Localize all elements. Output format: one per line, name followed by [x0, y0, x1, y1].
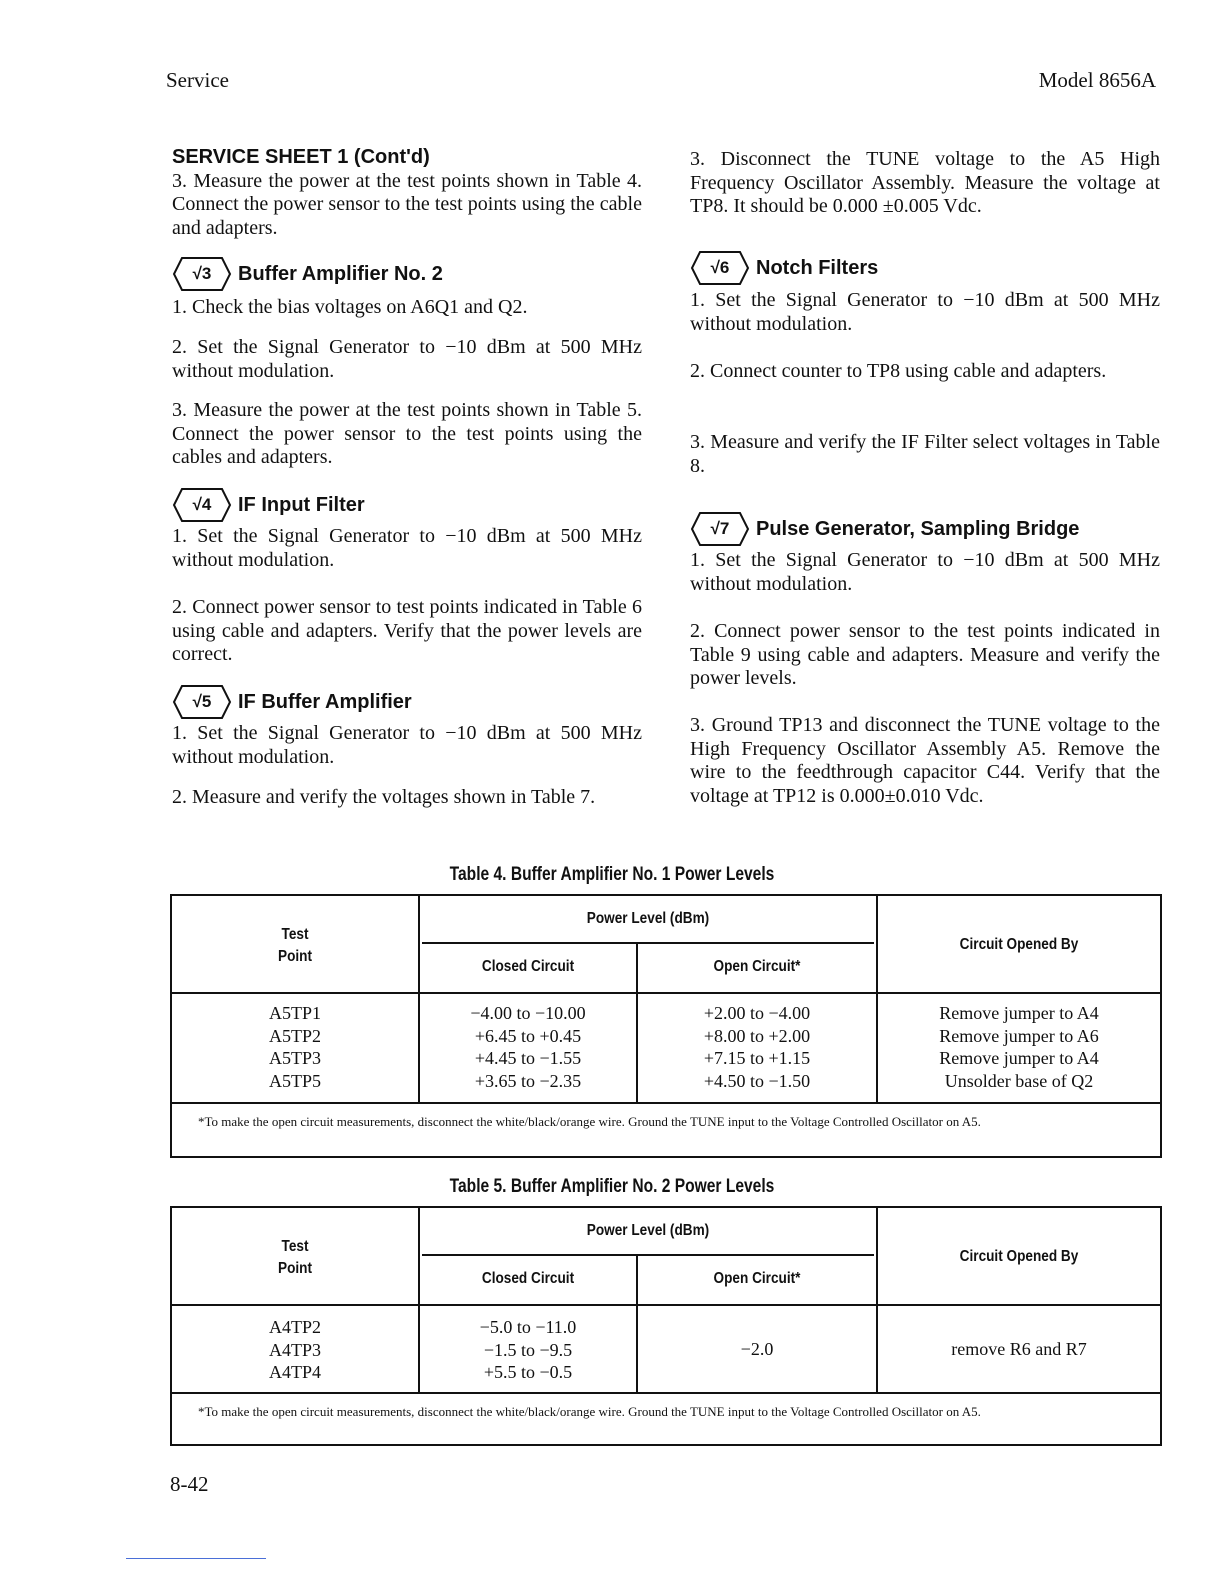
table-cell: A5TP5	[268, 1070, 321, 1091]
page-number: 8-42	[170, 1472, 209, 1496]
th-closed-circuit: Closed Circuit	[481, 958, 575, 975]
th-open-circuit: Open Circuit*	[713, 958, 801, 975]
table-cell: Unsolder base of Q2	[944, 1070, 1094, 1091]
section-7-step-3	[690, 714, 1160, 808]
step: 2. Connect counter to TP8 using cable and adapters.	[690, 360, 1107, 382]
step: 1. Set the Signal Generator to −10 dBm at 500 MHz without modulation.	[690, 549, 1160, 595]
header-section: Service	[166, 68, 229, 92]
step: 1. Check the bias voltages on A6Q1 and Q2.	[172, 296, 528, 318]
check-badge-icon: √3	[172, 256, 232, 292]
table-cell: −5.0 to −11.0	[479, 1317, 577, 1337]
section-pulse-generator	[690, 511, 1160, 547]
section-if-input-filter	[172, 487, 642, 523]
section-4-step-2	[172, 596, 642, 667]
service-sheet-title: SERVICE SHEET 1 (Cont'd)	[172, 146, 430, 168]
check-badge-icon: √6	[690, 250, 750, 286]
table-cell: Remove jumper to A4	[939, 1003, 1099, 1023]
th-circuit-opened-by: Circuit Opened By	[959, 936, 1079, 953]
section-title: Pulse Generator, Sampling Bridge	[756, 518, 1080, 540]
table4-caption: Table 4. Buffer Amplifier No. 1 Power Levels	[449, 864, 775, 885]
table-cell: +7.15 to +1.15	[703, 1048, 811, 1068]
table-cell: −1.5 to −9.5	[483, 1339, 573, 1360]
step: 2. Connect power sensor to the test points indicated in Table 9 using cable and adapters. Measure and verify the power levels.	[690, 620, 1160, 689]
table-cell: A4TP3	[268, 1339, 321, 1360]
th-closed-circuit: Closed Circuit	[481, 1270, 575, 1287]
section-buffer-amp-2	[172, 256, 642, 292]
table-cell: +5.5 to −0.5	[483, 1362, 573, 1382]
th-power-level: Power Level (dBm)	[586, 1222, 710, 1239]
footer-link-underline	[126, 1558, 266, 1559]
table-cell: A4TP4	[268, 1362, 321, 1382]
section-5-step-1	[172, 722, 642, 769]
table-cell: +2.00 to −4.00	[703, 1003, 811, 1023]
step: 1. Set the Signal Generator to −10 dBm at 500 MHz without modulation.	[172, 525, 642, 571]
table-cell: A5TP1	[268, 1003, 321, 1023]
open-circuit-value: −2.0	[740, 1339, 774, 1359]
table-cell: A5TP2	[268, 1025, 321, 1046]
section-3-step-2	[172, 336, 642, 383]
intro-step: 3. Measure the power at the test points shown in Table 4. Connect the power sensor to the test points using the cable and adapters.	[172, 169, 642, 239]
table4-note: *To make the open circuit measurements, disconnect the white/black/orange wire. Ground the TUNE input to the Voltage Controlled Oscillator on A5.	[198, 1114, 981, 1129]
table-cell: A5TP3	[268, 1048, 321, 1068]
th-circuit-opened-by: Circuit Opened By	[959, 1248, 1079, 1265]
section-title: Buffer Amplifier No. 2	[238, 263, 443, 285]
section-title: IF Input Filter	[238, 494, 365, 516]
table-cell: +4.50 to −1.50	[703, 1070, 811, 1091]
check-badge-icon: √5	[172, 684, 232, 720]
table-cell: A4TP2	[268, 1317, 321, 1337]
step: 3. Measure and verify the IF Filter select voltages in Table 8.	[690, 431, 1160, 477]
table-cell: +8.00 to +2.00	[703, 1025, 811, 1046]
section-title: Notch Filters	[756, 257, 879, 279]
section-6-step-3	[690, 431, 1160, 478]
intro-step: 3. Disconnect the TUNE voltage to the A5 High Frequency Oscillator Assembly. Measure the voltage at TP8. It should be 0.000 ±0.005 Vdc.	[690, 148, 1160, 217]
section-3-step-3	[172, 399, 642, 470]
section-notch-filters	[690, 250, 1160, 286]
th-open-circuit: Open Circuit*	[713, 1270, 801, 1287]
step: 2. Set the Signal Generator to −10 dBm at 500 MHz without modulation.	[172, 336, 642, 382]
th-test-point: Test Point	[278, 1238, 312, 1277]
circuit-opened-by-value: remove R6 and R7	[951, 1339, 1087, 1359]
check-badge-icon: √7	[690, 511, 750, 547]
header-model: Model 8656A	[1038, 68, 1156, 92]
section-7-step-2	[690, 620, 1160, 691]
right-intro	[690, 148, 1160, 219]
section-title: IF Buffer Amplifier	[238, 691, 412, 713]
table5	[170, 1206, 1162, 1446]
section-if-buffer-amp	[172, 684, 642, 720]
section-6-step-2	[690, 360, 1160, 384]
table-cell: +3.65 to −2.35	[474, 1070, 582, 1091]
step: 1. Set the Signal Generator to −10 dBm at 500 MHz without modulation.	[690, 289, 1160, 335]
section-4-step-1	[172, 525, 642, 572]
step: 2. Measure and verify the voltages shown in Table 7.	[172, 786, 596, 808]
step: 3. Measure the power at the test points shown in Table 5. Connect the power sensor to the test points using the cables and adapters.	[172, 399, 642, 468]
table-cell: Remove jumper to A4	[939, 1048, 1099, 1068]
section-5-step-2	[172, 786, 642, 810]
th-power-level: Power Level (dBm)	[586, 910, 710, 927]
step: 3. Ground TP13 and disconnect the TUNE voltage to the High Frequency Oscillator Assembly A5. Remove the wire to the feedthrough capacitor C44. Verify that the voltage at TP12 is 0.000±0.010 Vdc.	[690, 714, 1160, 807]
table-cell: −4.00 to −10.00	[470, 1003, 586, 1023]
table-cell: +4.45 to −1.55	[474, 1048, 582, 1068]
step: 2. Connect power sensor to test points indicated in Table 6 using cable and adapters. Verify that the power levels are correct.	[172, 596, 642, 665]
section-7-step-1	[690, 549, 1160, 596]
step: 1. Set the Signal Generator to −10 dBm at 500 MHz without modulation.	[172, 722, 642, 768]
table-cell: +6.45 to +0.45	[474, 1025, 582, 1046]
left-column	[172, 146, 642, 240]
table-cell: Remove jumper to A6	[939, 1025, 1099, 1046]
th-test-point: Test Point	[278, 926, 312, 965]
table4	[170, 894, 1162, 1158]
table5-note: *To make the open circuit measurements, disconnect the white/black/orange wire. Ground the TUNE input to the Voltage Controlled Oscillator on A5.	[198, 1404, 981, 1419]
section-6-step-1	[690, 289, 1160, 336]
check-badge-icon: √4	[172, 487, 232, 523]
table5-caption: Table 5. Buffer Amplifier No. 2 Power Levels	[449, 1176, 775, 1197]
section-3-steps	[172, 296, 642, 320]
